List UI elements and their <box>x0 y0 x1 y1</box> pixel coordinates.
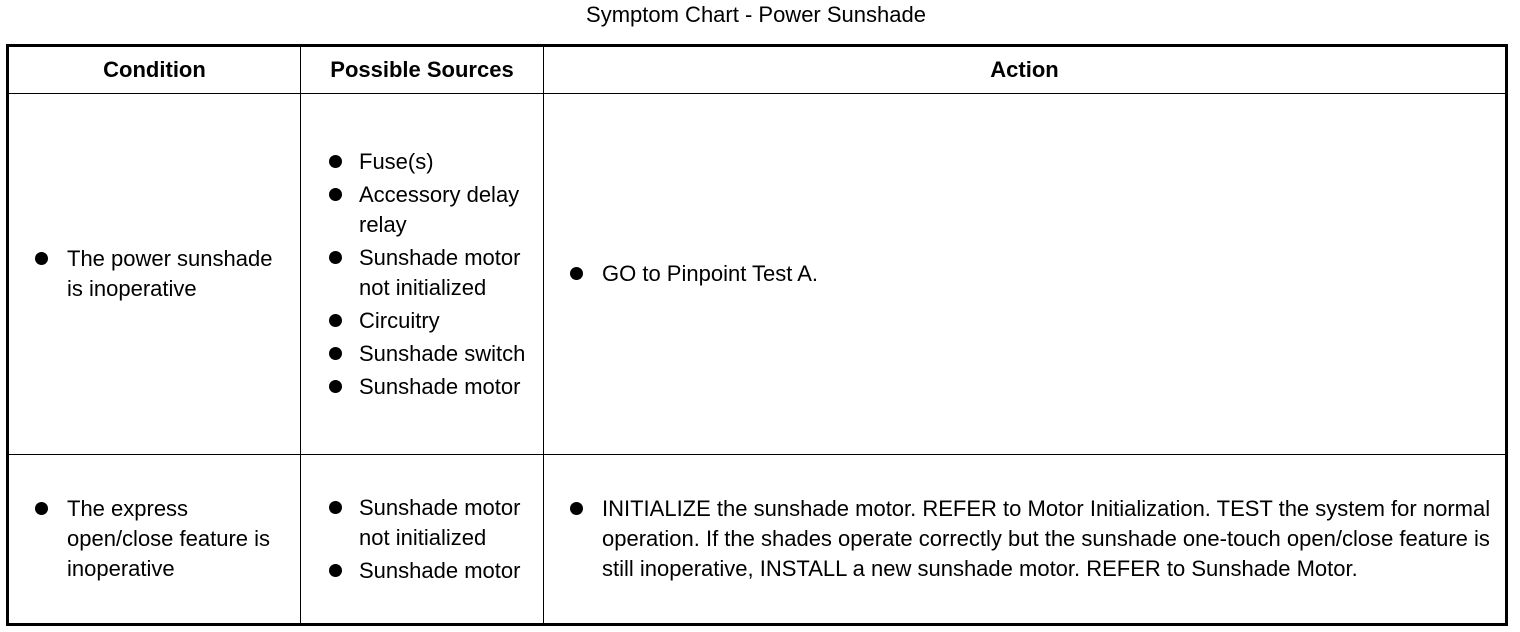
sources-cell <box>301 455 544 625</box>
header-condition: Condition <box>8 46 301 94</box>
source-item: Accessory delay relay <box>301 180 543 240</box>
condition-item: The power sunshade is inoperative <box>9 244 300 304</box>
sources-cell <box>301 94 544 455</box>
page-title: Symptom Chart - Power Sunshade <box>586 2 926 27</box>
header-action: Action <box>544 46 1507 94</box>
source-item: Sunshade motor not initialized <box>301 493 543 553</box>
condition-list <box>9 494 300 584</box>
condition-item: The express open/close feature is inoperative <box>9 494 300 584</box>
condition-cell <box>8 455 301 625</box>
symptom-table <box>6 44 1508 626</box>
condition-cell <box>8 94 301 455</box>
table-row <box>8 455 1507 625</box>
source-item: Sunshade motor <box>301 556 543 586</box>
sources-list <box>301 147 543 402</box>
source-item: Sunshade motor not initialized <box>301 243 543 303</box>
table-row <box>8 94 1507 455</box>
source-item: Circuitry <box>301 306 543 336</box>
action-cell <box>544 94 1507 455</box>
action-list <box>544 259 1505 289</box>
action-list <box>544 494 1505 584</box>
source-item: Fuse(s) <box>301 147 543 177</box>
action-item: INITIALIZE the sunshade motor. REFER to Motor Initialization. TEST the system for normal operation. If the shades operate correctly but the sunshade one-touch open/close feature is still inoperative, INSTALL a new sunshade motor. REFER to Sunshade Motor. <box>544 494 1505 584</box>
sources-list <box>301 493 543 586</box>
header-possible-sources: Possible Sources <box>301 46 544 94</box>
header-row <box>8 46 1507 94</box>
action-cell <box>544 455 1507 625</box>
condition-list <box>9 244 300 304</box>
action-item: GO to Pinpoint Test A. <box>544 259 1505 289</box>
source-item: Sunshade motor <box>301 372 543 402</box>
source-item: Sunshade switch <box>301 339 543 369</box>
